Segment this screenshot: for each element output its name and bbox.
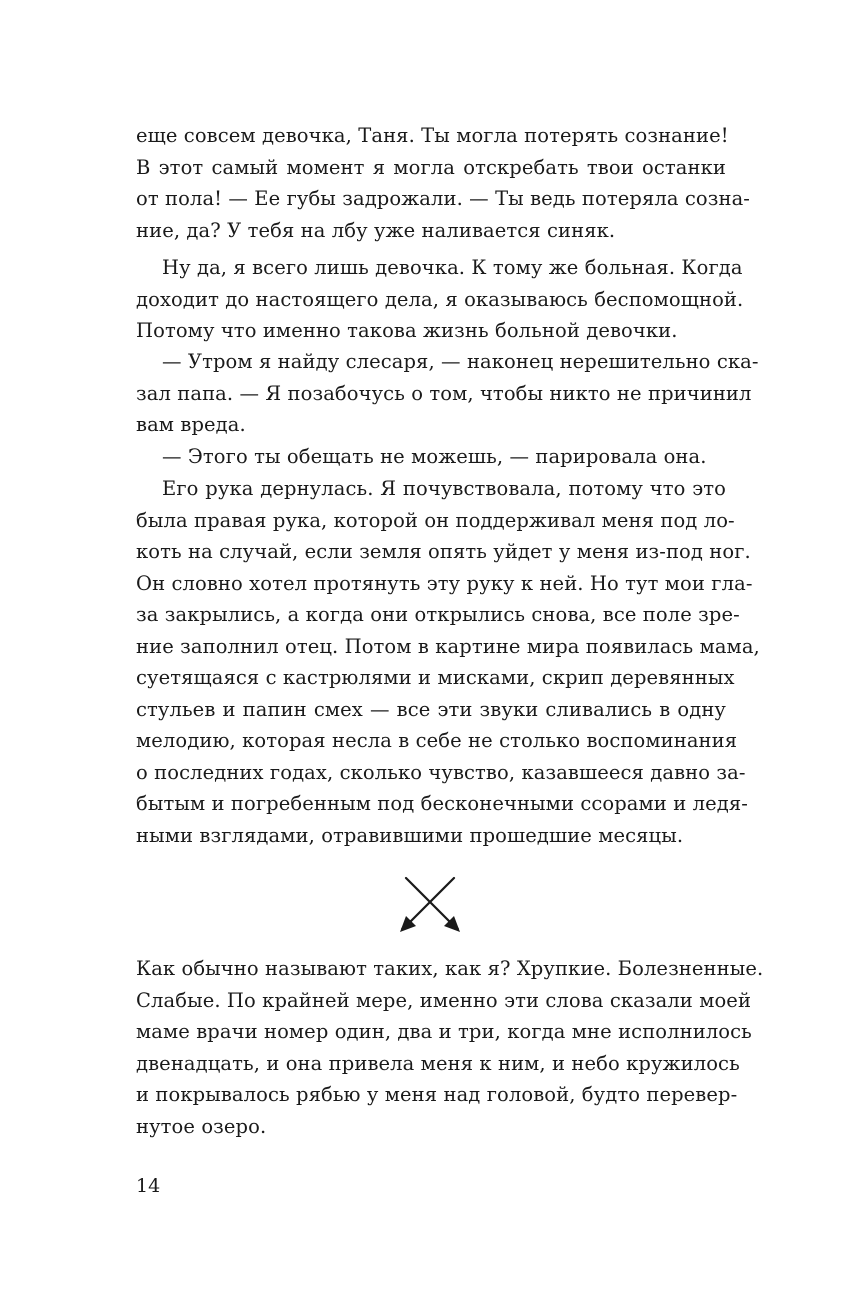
text-line: доходит до настоящего дела, я оказываюсь беспомощной. xyxy=(136,287,744,311)
paragraph-4 xyxy=(136,441,726,473)
text-line: — Утром я найду слесаря, — наконец нерешительно ска- xyxy=(162,350,759,373)
text-line: о последних годах, сколько чувство, казавшееся давно за- xyxy=(136,760,746,784)
text-line: от пола! — Ее губы задрожали. — Ты ведь потеряла созна- xyxy=(136,187,750,210)
text-line: за закрылись, а когда они открылись снова, все поле зре- xyxy=(136,603,740,626)
text-line: суетящаяся с кастрюлями и мисками, скрип деревянных xyxy=(136,666,735,689)
text-line: В этот самый момент я могла отскребать твои останки xyxy=(136,155,726,179)
text-line: ными взглядами, отравившими прошедшие месяцы. xyxy=(136,823,684,847)
text-line: Ну да, я всего лишь девочка. К тому же больная. Когда xyxy=(162,256,743,279)
text-line: — Этого ты обещать не можешь, — парировала она. xyxy=(162,445,707,468)
paragraph-1 xyxy=(136,120,750,246)
text-line: зал папа. — Я позабочусь о том, чтобы никто не причинил xyxy=(136,381,752,405)
text-line: мелодию, которая несла в себе не столько воспоминания xyxy=(136,729,738,752)
text-line: коть на случай, если земля опять уйдет у меня из-под ног. xyxy=(136,540,751,563)
text-line: Он словно хотел протянуть эту руку к ней. Но тут мои гла- xyxy=(136,571,753,595)
text-line: бытым и погребенным под бесконечными ссорами и ледя- xyxy=(136,792,748,815)
paragraph-3 xyxy=(136,346,759,441)
text-line: вам вреда. xyxy=(136,413,246,436)
text-line: стульев и папин смех — все эти звуки сливались в одну xyxy=(136,697,726,721)
text-line: Как обычно называют таких, как я? Хрупкие. Болезненные. xyxy=(136,957,764,980)
text-line: Его рука дернулась. Я почувствовала, потому что это xyxy=(162,477,726,500)
text-line: Потому что именно такова жизнь больной девочки. xyxy=(136,319,678,342)
paragraph-2 xyxy=(136,252,744,347)
crossed-arrows-icon xyxy=(398,870,462,934)
text-line: ние, да? У тебя на лбу уже наливается синяк. xyxy=(136,218,616,242)
text-line: нутое озеро. xyxy=(136,1114,267,1138)
text-line: двенадцать, и она привела меня к ним, и небо кружилось xyxy=(136,1051,740,1075)
paragraph-6 xyxy=(136,953,764,1142)
text-line: ние заполнил отец. Потом в картине мира появилась мама, xyxy=(136,634,760,658)
text-line: Слабые. По крайней мере, именно эти слова сказали моей xyxy=(136,988,752,1012)
text-line: была правая рука, которой он поддерживал меня под ло- xyxy=(136,508,735,532)
text-line: маме врачи номер один, два и три, когда мне исполнилось xyxy=(136,1020,752,1043)
page-number: 14 xyxy=(136,1175,161,1197)
text-line: и покрывалось рябью у меня над головой, будто перевер- xyxy=(136,1083,738,1106)
text-line: еще совсем девочка, Таня. Ты могла потерять сознание! xyxy=(136,124,729,147)
paragraph-5 xyxy=(136,473,760,851)
